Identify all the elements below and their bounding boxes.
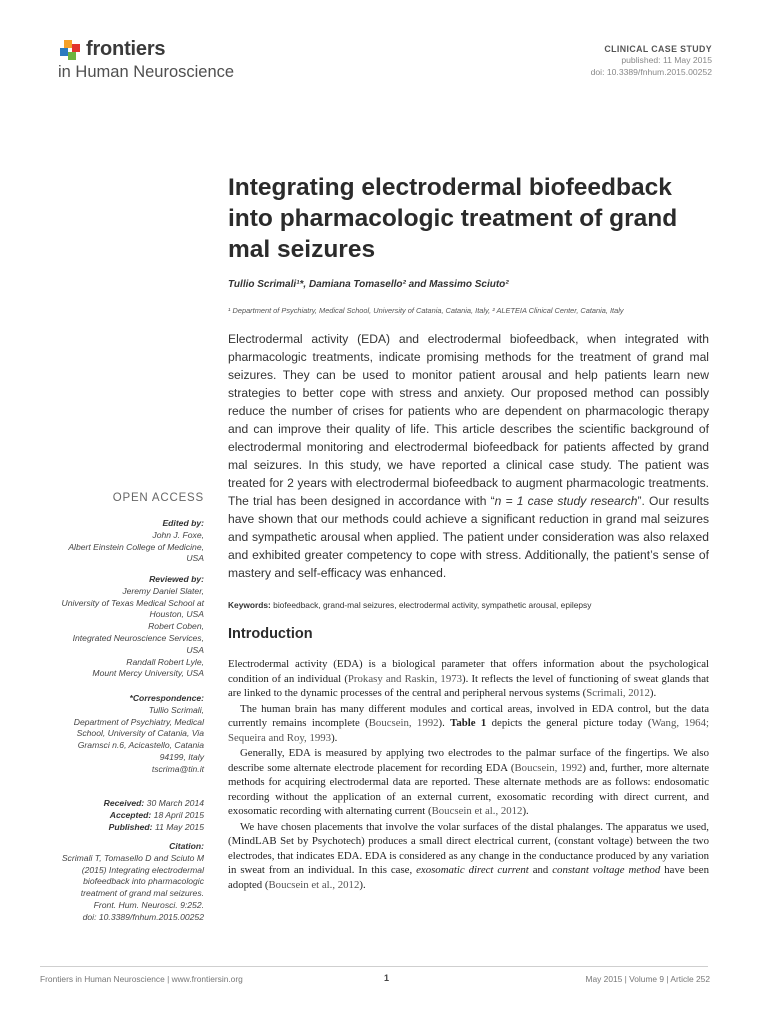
reviewer-line: University of Texas Medical School at: [61, 597, 204, 608]
text: ).: [331, 731, 338, 744]
footer-issue-info: May 2015 | Volume 9 | Article 252: [585, 974, 710, 984]
text: Electrodermal activity (EDA) is a biological parameter that offers information about the psychological condition of an individual (: [228, 658, 709, 685]
citation-label: Citation:: [169, 841, 204, 851]
edited-by-block: [40, 518, 204, 565]
table-link[interactable]: Table 1: [450, 717, 487, 729]
article-meta: [452, 44, 712, 78]
received-row: [40, 798, 204, 810]
citation-line: biofeedback into pharmacologic: [83, 876, 204, 887]
open-access-badge: OPEN ACCESS: [112, 492, 204, 504]
correspondence-block: [40, 693, 204, 776]
reviewed-by-block: [40, 574, 204, 680]
abstract-emphasis: n = 1 case study research: [494, 494, 638, 508]
citation-link[interactable]: Boucsein, 1992: [368, 717, 439, 729]
text: ).: [438, 717, 451, 729]
text: ). It reflects the level of functioning of sweat glands that are linked to the dynamic processes of the central and peripheral nervous systems (: [228, 672, 709, 699]
text: We have chosen placements that involve the volar surfaces of the distal phalanges. The apparatus we used, (MindLAB Set by Psychotech) produces a small direct electrical current, (constant voltage) between the two electrodes, that indicates EDA. EDA is considered as any change in the conductance produced by any variation in sweat from an individual. In this case,: [228, 820, 709, 876]
correspondence-line: School, University of Catania, Via: [76, 728, 204, 739]
text: The human brain has many different modules and cortical areas, involved in EDA control, but the data currently remains incomplete (: [228, 702, 709, 729]
editor-line: Albert Einstein College of Medicine,: [68, 541, 204, 552]
logo-brand-text: frontiers: [86, 38, 166, 60]
citation-link[interactable]: Boucsein et al., 2012: [431, 805, 523, 817]
abstract: [228, 330, 709, 582]
correspondence-line: 94199, Italy: [159, 751, 204, 762]
reviewer-line: Robert Coben,: [148, 621, 204, 632]
editor-line: USA: [186, 553, 204, 564]
reviewer-line: USA: [186, 644, 204, 655]
accepted-date: 18 April 2015: [153, 809, 204, 820]
text: ).: [649, 687, 657, 699]
paragraph: [228, 820, 709, 893]
email-link[interactable]: tscrima@tin.it: [151, 763, 204, 774]
text: ).: [522, 805, 529, 817]
logo-journal-text: in Human Neuroscience: [58, 63, 235, 81]
paragraph: [228, 746, 709, 819]
accepted-row: [40, 810, 204, 822]
footer-journal-link[interactable]: Frontiers in Human Neuroscience | www.frontiersin.org: [40, 974, 243, 984]
frontiers-logo-icon: [60, 40, 82, 62]
emphasis: exosomatic direct current: [416, 864, 529, 876]
correspondence-line: Department of Psychiatry, Medical: [73, 716, 204, 727]
reviewer-line: Mount Mercy University, USA: [92, 668, 204, 679]
paragraph: [228, 702, 709, 746]
editor-line: John J. Foxe,: [152, 529, 204, 540]
emphasis: constant voltage method: [552, 864, 661, 876]
doi-link[interactable]: doi: 10.3389/fnhum.2015.00252: [590, 67, 712, 77]
text: ) and, further, more alternate methods for acquiring electrodermal data are reported. These alternate methods are as follows: endosomatic recording without the application of an external current, exosomatic recording with direct current, and exosomatic recording with alternating current (: [228, 761, 709, 817]
accepted-label: Accepted:: [109, 809, 152, 820]
reviewed-by-label: Reviewed by:: [149, 574, 204, 584]
correspondence-line: Tullio Scrimali,: [148, 704, 204, 715]
introduction-body: [228, 657, 709, 893]
citation-link[interactable]: Boucsein, 1992: [514, 761, 583, 774]
reviewer-line: Houston, USA: [149, 609, 204, 620]
keywords-label: Keywords:: [228, 600, 271, 610]
text: and: [528, 864, 553, 876]
citation-link[interactable]: Boucsein et al., 2012: [268, 878, 360, 891]
published-label: Published:: [108, 821, 153, 832]
keywords-list: biofeedback, grand-mal seizures, electrodermal activity, sympathetic arousal, epilepsy: [273, 600, 592, 610]
dates-block: [40, 798, 204, 833]
citation-block: [40, 841, 204, 924]
edited-by-label: Edited by:: [162, 518, 204, 528]
correspondence-line: Gramsci n.6, Acicastello, Catania: [77, 740, 204, 751]
affiliations: ¹ Department of Psychiatry, Medical School, University of Catania, Catania, Italy, ² ALETEIA Clinical Center, Catania, Italy: [228, 306, 624, 315]
citation-line: (2015) Integrating electrodermal: [81, 864, 204, 875]
journal-logo[interactable]: [56, 36, 296, 86]
citation-doi[interactable]: doi: 10.3389/fnhum.2015.00252: [82, 911, 204, 922]
published-date-side: 11 May 2015: [154, 821, 204, 832]
section-heading-introduction: Introduction: [228, 626, 313, 642]
published-date: published: 11 May 2015: [621, 55, 712, 65]
received-date: 30 March 2014: [146, 798, 204, 808]
text: ).: [359, 878, 366, 891]
citation-line: Scrimali T, Tomasello D and Sciuto M: [61, 852, 204, 863]
reviewer-line: Jeremy Daniel Slater,: [122, 585, 204, 596]
author-list[interactable]: Tullio Scrimali¹*, Damiana Tomasello² and Massimo Sciuto²: [228, 279, 509, 290]
citation-line: Front. Hum. Neurosci. 9:252.: [93, 899, 204, 910]
citation-link[interactable]: Scrimali, 2012: [586, 687, 650, 699]
citation-link[interactable]: Wang, 1964; Sequeira and Roy, 1993: [228, 717, 709, 744]
abstract-text-2: ”. Our results have shown that our methods could achieve a significant reduction in grand mal seizures and sympathetic arousal when applied. The patient under consideration was also relaxed and exhibited greater competency to cope with stress. Additionally, the patient’s sense of mastery and self-efficacy was enhanced.: [228, 494, 710, 580]
footer-divider: [40, 966, 708, 967]
paragraph: [228, 657, 709, 701]
citation-line: treatment of grand mal seizures.: [80, 888, 204, 899]
keywords: [228, 600, 709, 610]
text: have been adopted (: [228, 864, 709, 891]
article-title: Integrating electrodermal biofeedback into pharmacologic treatment of grand mal seizures: [228, 174, 678, 263]
received-label: Received:: [103, 798, 145, 808]
article-type: CLINICAL CASE STUDY: [604, 44, 712, 54]
correspondence-label: *Correspondence:: [129, 693, 204, 703]
reviewer-line: Randall Robert Lyle,: [126, 656, 204, 667]
page-number: 1: [384, 973, 390, 983]
text: depicts the general picture today (: [486, 717, 652, 729]
published-row: [40, 822, 204, 834]
abstract-text-1: Electrodermal activity (EDA) and electrodermal biofeedback, when integrated with pharmacologic treatments, indicate promising methods for the treatment of grand mal seizures. They can be used to monitor patient arousal and help patients learn new strategies to better cope with stress and anxiety. Our proposed method can possibly reduce the number of crises for patients who are dependent on pharmacologic therapy and can improve their quality of life. This article describes the scientific background of electrodermal monitoring and electrodermal biofeedback for patients affected by grand mal seizures. In this study, we have reported a clinical case study. The patient was treated for 2 years with electrodermal biofeedback to augment pharmacologic treatments. The trial has been designed in accordance with “: [228, 332, 709, 508]
text: Generally, EDA is measured by applying two electrodes to the palmar surface of the fingertips. We also describe some alternate electrode placement for recording EDA (: [228, 747, 709, 774]
citation-link[interactable]: Prokasy and Raskin, 1973: [347, 672, 463, 685]
reviewer-line: Integrated Neuroscience Services,: [72, 632, 204, 643]
